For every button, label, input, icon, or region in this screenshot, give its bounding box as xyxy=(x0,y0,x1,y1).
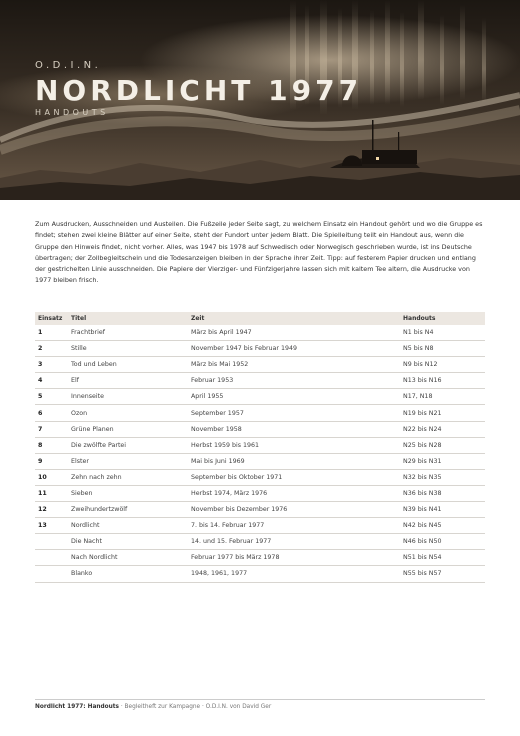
table-row xyxy=(35,534,485,550)
cell-einsatz: 13 xyxy=(35,518,68,534)
table-row xyxy=(35,453,485,469)
cell-handouts: N32 bis N35 xyxy=(400,469,485,485)
cell-zeit: 1948, 1961, 1977 xyxy=(188,566,400,582)
cell-einsatz: 9 xyxy=(35,453,68,469)
table-row xyxy=(35,405,485,421)
cell-handouts: N17, N18 xyxy=(400,389,485,405)
cell-handouts: N36 bis N38 xyxy=(400,485,485,501)
cell-zeit: März bis Mai 1952 xyxy=(188,357,400,373)
cell-titel: Nordlicht xyxy=(68,518,188,534)
cell-zeit: Herbst 1974, März 1976 xyxy=(188,485,400,501)
cell-titel: Stille xyxy=(68,341,188,357)
cell-zeit: Februar 1977 bis März 1978 xyxy=(188,550,400,566)
cell-einsatz xyxy=(35,550,68,566)
page-footer xyxy=(35,704,271,710)
brand-label: O.D.I.N. xyxy=(35,60,102,71)
cell-handouts: N55 bis N57 xyxy=(400,566,485,582)
col-header-einsatz: Einsatz xyxy=(35,312,68,325)
cell-titel: Blanko xyxy=(68,566,188,582)
cell-titel: Sieben xyxy=(68,485,188,501)
cell-zeit: 14. und 15. Februar 1977 xyxy=(188,534,400,550)
page-title: NORDLICHT 1977 xyxy=(35,74,363,107)
cell-handouts: N22 bis N24 xyxy=(400,421,485,437)
cell-zeit: September bis Oktober 1971 xyxy=(188,469,400,485)
col-header-handouts: Handouts xyxy=(400,312,485,325)
table-row xyxy=(35,389,485,405)
cell-zeit: November 1947 bis Februar 1949 xyxy=(188,341,400,357)
table-row xyxy=(35,325,485,341)
cell-einsatz: 3 xyxy=(35,357,68,373)
cell-zeit: September 1957 xyxy=(188,405,400,421)
cell-einsatz: 1 xyxy=(35,325,68,341)
cell-einsatz: 12 xyxy=(35,502,68,518)
cell-handouts: N25 bis N28 xyxy=(400,437,485,453)
table-row xyxy=(35,566,485,582)
cell-zeit: 7. bis 14. Februar 1977 xyxy=(188,518,400,534)
brand-block xyxy=(35,60,362,117)
footer-title: Nordlicht 1977: Handouts xyxy=(35,704,120,710)
cell-titel: Frachtbrief xyxy=(68,325,188,341)
table-row xyxy=(35,421,485,437)
cell-titel: Innenseite xyxy=(68,389,188,405)
table-row xyxy=(35,373,485,389)
cell-einsatz: 6 xyxy=(35,405,68,421)
cell-zeit: Februar 1953 xyxy=(188,373,400,389)
cell-titel: Tod und Leben xyxy=(68,357,188,373)
table-header-row xyxy=(35,312,485,325)
cell-titel: Grüne Planen xyxy=(68,421,188,437)
cell-handouts: N9 bis N12 xyxy=(400,357,485,373)
col-header-titel: Titel xyxy=(68,312,188,325)
cell-einsatz: 8 xyxy=(35,437,68,453)
cell-einsatz: 7 xyxy=(35,421,68,437)
cell-handouts: N39 bis N41 xyxy=(400,502,485,518)
cell-handouts: N51 bis N54 xyxy=(400,550,485,566)
cell-titel: Zweihundertzwölf xyxy=(68,502,188,518)
cell-einsatz: 5 xyxy=(35,389,68,405)
table-row xyxy=(35,485,485,501)
cell-titel: Elf xyxy=(68,373,188,389)
cell-zeit: November 1958 xyxy=(188,421,400,437)
cell-titel: Zehn nach zehn xyxy=(68,469,188,485)
intro-paragraph: Zum Ausdrucken, Ausschneiden und Austeilen. Die Fußzeile jeder Seite sagt, zu welchem Einsatz ein Handout gehört und wo die Gruppe es findet; stehen zwei kleine Blätter auf einer Seite, steht der Fundort unter jedem Blatt. Die Spielleitung teilt ein Handout aus, wenn die Gruppe den Hinweis findet, nicht vorher. Alles, was 1947 bis 1978 auf Schwedisch oder Norwegisch geschrieben wurde, ist ins Deutsche übertragen; der Zollbegleitschein und die Todesanzeigen bleiben in der Sprache ihrer Zeit. Tipp: auf festerem Papier drucken und entlang der gestrichelten Linie ausschneiden. Die Papiere der Vierziger- und Fünfzigerjahre lassen sich mit kaltem Tee altern, die Ausdrucke von 1977 bleiben frisch. xyxy=(35,220,483,284)
table-body xyxy=(35,325,485,582)
header-banner xyxy=(0,0,520,200)
cell-einsatz xyxy=(35,566,68,582)
cell-zeit: März bis April 1947 xyxy=(188,325,400,341)
table-row xyxy=(35,357,485,373)
cell-einsatz: 2 xyxy=(35,341,68,357)
cell-handouts: N29 bis N31 xyxy=(400,453,485,469)
table-row xyxy=(35,469,485,485)
col-header-zeit: Zeit xyxy=(188,312,400,325)
table-row xyxy=(35,550,485,566)
cell-einsatz xyxy=(35,534,68,550)
cell-titel: Ozon xyxy=(68,405,188,421)
table-row xyxy=(35,502,485,518)
table-row xyxy=(35,518,485,534)
cell-titel: Die Nacht xyxy=(68,534,188,550)
cell-zeit: Herbst 1959 bis 1961 xyxy=(188,437,400,453)
footer-divider xyxy=(35,699,485,700)
cell-titel: Elster xyxy=(68,453,188,469)
cell-titel: Nach Nordlicht xyxy=(68,550,188,566)
handouts-table xyxy=(35,312,485,583)
cell-handouts: N42 bis N45 xyxy=(400,518,485,534)
cell-handouts: N5 bis N8 xyxy=(400,341,485,357)
footer-text: · Begleitheft zur Kampagne · O.D.I.N. von David Ger xyxy=(119,704,272,710)
cell-titel: Die zwölfte Partei xyxy=(68,437,188,453)
table-row xyxy=(35,437,485,453)
page-subtitle: HANDOUTS xyxy=(35,108,109,117)
cell-einsatz: 4 xyxy=(35,373,68,389)
table-row xyxy=(35,341,485,357)
cell-zeit: November bis Dezember 1976 xyxy=(188,502,400,518)
cell-zeit: Mai bis Juni 1969 xyxy=(188,453,400,469)
cell-einsatz: 11 xyxy=(35,485,68,501)
cell-einsatz: 10 xyxy=(35,469,68,485)
cell-handouts: N1 bis N4 xyxy=(400,325,485,341)
cell-handouts: N13 bis N16 xyxy=(400,373,485,389)
cell-zeit: April 1955 xyxy=(188,389,400,405)
cell-handouts: N46 bis N50 xyxy=(400,534,485,550)
cell-handouts: N19 bis N21 xyxy=(400,405,485,421)
